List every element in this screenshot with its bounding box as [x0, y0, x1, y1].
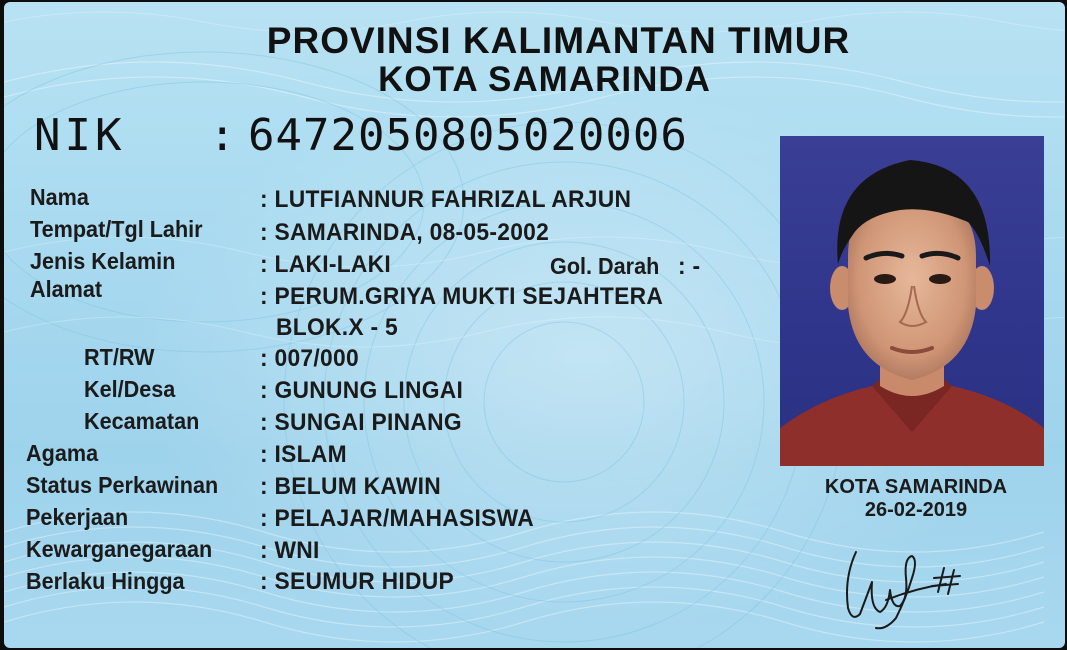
field-value-kewarganegaraan: : WNI	[260, 537, 320, 564]
field-value-agama: : ISLAM	[260, 441, 347, 468]
id-card	[4, 2, 1065, 648]
field-label-tempat-tgl-lahir: Tempat/Tgl Lahir	[30, 216, 203, 242]
issue-date: 26-02-2019	[864, 499, 968, 521]
field-value-jenis-kelamin: : LAKI-LAKI	[260, 251, 392, 278]
signature	[826, 538, 976, 634]
field-label-jenis-kelamin: Jenis Kelamin	[30, 248, 176, 274]
field-label-alamat: Alamat	[30, 276, 103, 302]
city-title: KOTA SAMARINDA	[378, 60, 711, 99]
field-label-pekerjaan: Pekerjaan	[26, 504, 129, 530]
field-value-berlaku-hingga: : SEUMUR HIDUP	[260, 568, 455, 595]
field-value-alamat-line2: BLOK.X - 5	[276, 314, 398, 341]
blood-type-value: : -	[678, 253, 701, 280]
nik-label: NIK	[34, 110, 126, 161]
field-label-kel-desa: Kel/Desa	[84, 376, 176, 402]
issue-place: KOTA SAMARINDA	[824, 476, 1008, 498]
field-value-pekerjaan: : PELAJAR/MAHASISWA	[260, 505, 534, 532]
blood-type-label: Gol. Darah	[550, 253, 660, 279]
field-label-kecamatan: Kecamatan	[84, 408, 200, 434]
field-label-agama: Agama	[26, 440, 99, 466]
field-value-kecamatan: : SUNGAI PINANG	[260, 409, 462, 436]
field-label-nama: Nama	[30, 184, 89, 210]
nik-value: 6472050805020006	[248, 110, 688, 161]
field-value-tempat-tgl-lahir: : SAMARINDA, 08-05-2002	[260, 219, 550, 246]
field-label-berlaku-hingga: Berlaku Hingga	[26, 568, 185, 594]
holder-photo	[780, 136, 1044, 466]
field-label-rt-rw: RT/RW	[84, 344, 155, 370]
field-value-status-perkawinan: : BELUM KAWIN	[260, 473, 442, 500]
nik-colon: :	[209, 110, 236, 161]
province-title: PROVINSI KALIMANTAN TIMUR	[266, 20, 851, 61]
field-label-kewarganegaraan: Kewarganegaraan	[26, 536, 213, 562]
field-value-rt-rw: : 007/000	[260, 345, 359, 372]
field-label-status-perkawinan: Status Perkawinan	[26, 472, 219, 498]
field-value-nama: : LUTFIANNUR FAHRIZAL ARJUN	[260, 186, 632, 213]
field-value-kel-desa: : GUNUNG LINGAI	[260, 377, 464, 404]
field-value-alamat: : PERUM.GRIYA MUKTI SEJAHTERA	[260, 283, 664, 310]
